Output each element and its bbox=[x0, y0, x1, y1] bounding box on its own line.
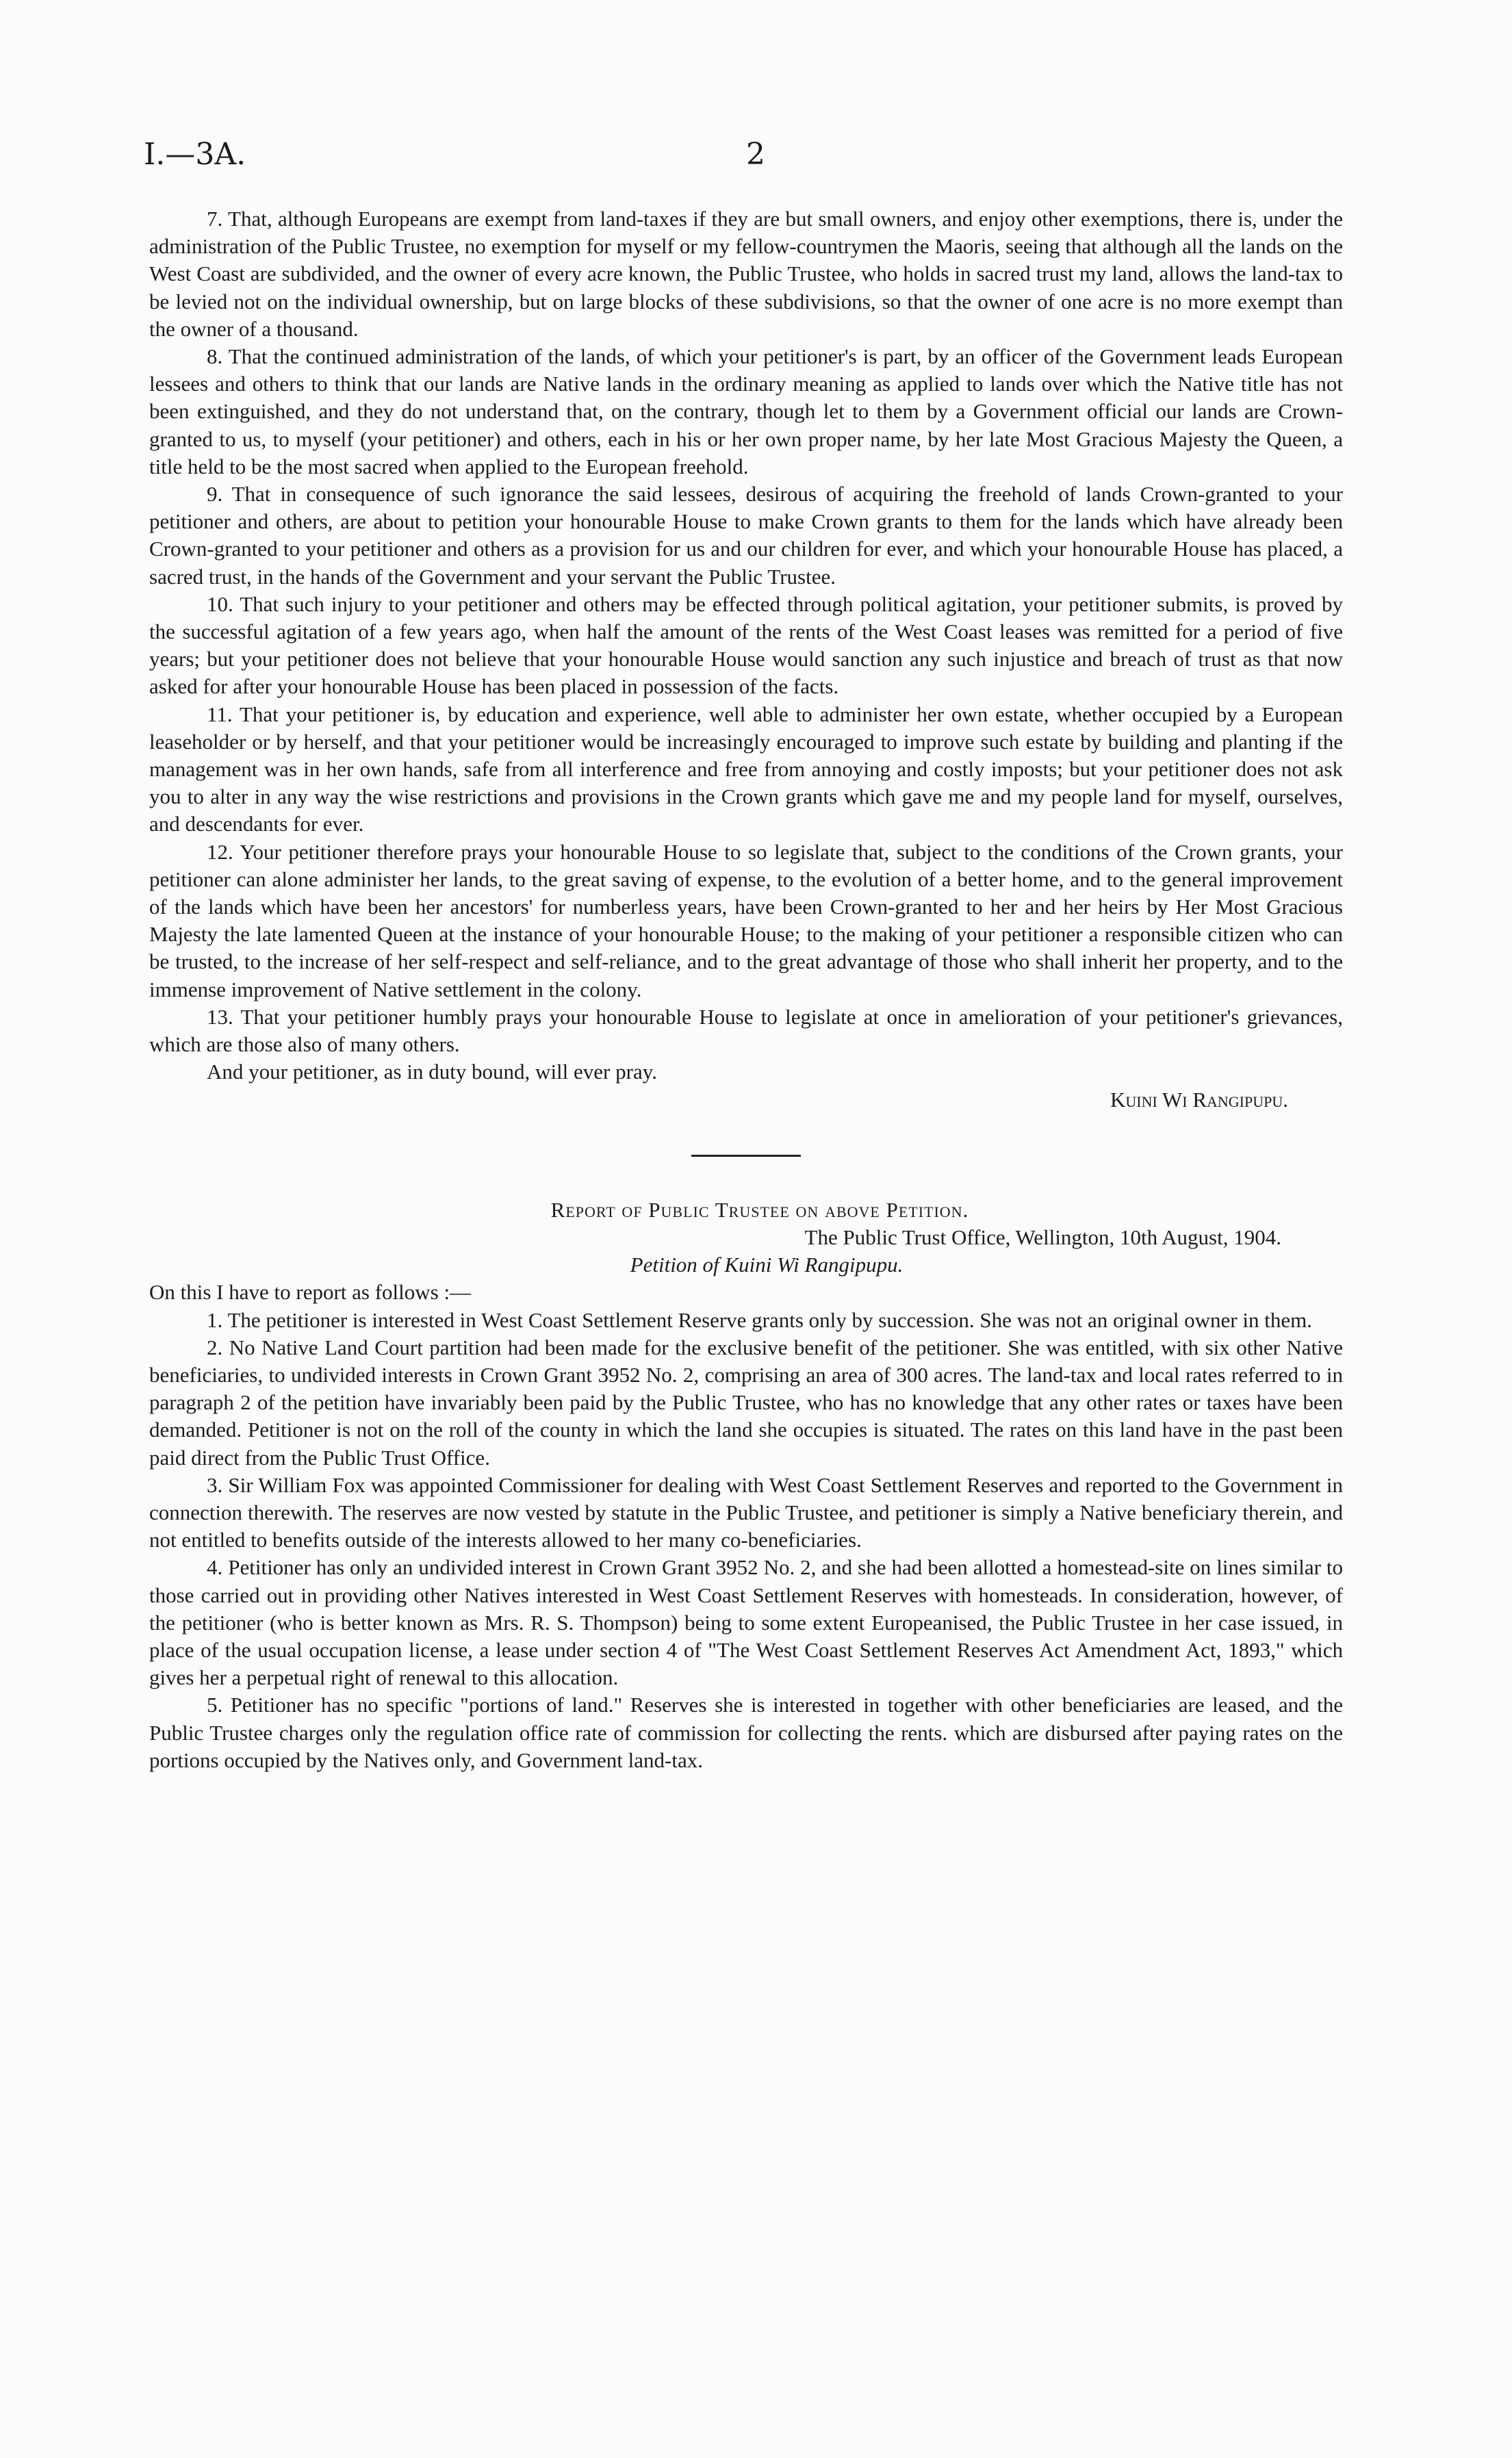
report-paragraph-2: 2. No Native Land Court partition had been made for the exclusive benefit of the petitioner. She was entitled, with six other Native beneficiaries, to undivided interests in Crown Grant 3952 No. 2, comprising an area of 300 acres. The land-tax and local rates referred to in paragraph 2 of the petition have invariably been paid by the Public Trustee, who has no knowledge that any other rates or taxes have been demanded. Petitioner is not on the roll of the county in which the land she occupies is situated. The rates on this land have in the past been paid direct from the Public Trust Office. bbox=[149, 1335, 1343, 1470]
petition-paragraph-9: 9. That in consequence of such ignorance the said lessees, desirous of acquiring the freehold of lands Crown-granted to your petitioner and others, are about to petition your honourable House to make Crown grants to them for the lands which have already been Crown-granted to your petitioner and others as a provision for us and our children for ever, and which your honourable House has placed, a sacred trust, in the hands of the Government and your servant the Public Trustee. bbox=[149, 482, 1343, 589]
petition-paragraph-7: 7. That, although Europeans are exempt from land-taxes if they are but small owners, and enjoy other exemptions, there is, under the administration of the Public Trustee, no exemption for myself or my fellow-countrymen the Maoris, seeing that although all the lands on the West Coast are subdivided, and the owner of every acre known, the Public Trustee, who holds in sacred trust my land, allows the land-tax to be levied not on the individual ownership, but on large blocks of these subdivisions, so that the owner of one acre is no more exempt than the owner of a thousand. bbox=[149, 207, 1343, 341]
report-paragraph-1: 1. The petitioner is interested in West Coast Settlement Reserve grants only by succession. She was not an original owner in them. bbox=[207, 1307, 1312, 1332]
report-paragraph-3: 3. Sir William Fox was appointed Commissioner for dealing with West Coast Settlement Reserves and reported to the Government in connection therewith. The reserves are now vested by statute in the Public Trustee, and petitioner is simply a Native beneficiary therein, and not entitled to benefits outside of the interests allowed to her many co-beneficiaries. bbox=[149, 1472, 1343, 1552]
report-office-dateline: The Public Trust Office, Wellington, 10th August, 1904. bbox=[804, 1225, 1281, 1249]
petition-section bbox=[149, 205, 1343, 1114]
section-divider bbox=[691, 1155, 801, 1157]
petitioner-signature: Kuini Wi Rangipupu. bbox=[1110, 1087, 1288, 1112]
petition-paragraph-10: 10. That such injury to your petitioner and others may be effected through political agitation, your petitioner submits, is proved by the successful agitation of a few years ago, when half the amount of the rents of the West Coast leases was remitted for a period of five years; but your petitioner does not believe that your honourable House would sanction any such injustice and breach of trust as that now asked for after your honourable House has been placed in possession of the facts. bbox=[149, 591, 1343, 699]
petition-paragraph-8: 8. That the continued administration of the lands, of which your petitioner's is part, by an officer of the Government leads European lessees and others to think that our lands are Native lands in the ordinary meaning as applied to lands over which the Native title has not been extinguished, and they do not understand that, on the contrary, though let to them by a Government official our lands are Crown-granted to us, to myself (your petitioner) and others, each in his or her own proper name, by her late Most Gracious Majesty the Queen, a title held to be the most sacred when applied to the European freehold. bbox=[149, 344, 1343, 478]
report-paragraph-4: 4. Petitioner has only an undivided interest in Crown Grant 3952 No. 2, and she had been allotted a homestead-site on lines similar to those carried out in providing other Natives interested in West Coast Settlement Reserves with homesteads. In consideration, however, of the petitioner (who is better known as Mrs. R. S. Thompson) being to some extent Europeanised, the Public Trustee in her case issued, in place of the usual occupation license, a lease under section 4 of "The West Coast Settlement Reserves Act Amendment Act, 1893," which gives her a perpetual right of renewal to this allocation. bbox=[149, 1555, 1343, 1690]
document-body bbox=[149, 205, 1343, 1774]
document-reference: I.—3A. bbox=[144, 137, 246, 172]
petition-closing: And your petitioner, as in duty bound, will ever pray. bbox=[207, 1060, 657, 1084]
page-header bbox=[144, 137, 1350, 178]
page-number: 2 bbox=[746, 137, 765, 172]
report-title: Report of Public Trustee on above Petition. bbox=[550, 1197, 969, 1222]
report-intro: On this I have to report as follows :— bbox=[149, 1280, 472, 1305]
petition-paragraph-13: 13. That your petitioner humbly prays your honourable House to legislate at once in amelioration of your petitioner's grievances, which are those also of many others. bbox=[149, 1004, 1343, 1057]
petition-paragraph-11: 11. That your petitioner is, by education and experience, well able to administer her own estate, whether occupied by a European leaseholder or by herself, and that your petitioner would be increasingly encouraged to improve such estate by building and planting if the management was in her own hands, safe from all interference and free from annoying and costly imposts; but your petitioner does not ask you to alter in any way the wise restrictions and provisions in the Crown grants which gave me and my people land for myself, ourselves, and descendants for ever. bbox=[149, 702, 1343, 836]
report-paragraph-5: 5. Petitioner has no specific "portions of land." Reserves she is interested in together with other beneficiaries are leased, and the Public Trustee charges only the regulation office rate of commission for collecting the rents. which are disbursed after paying rates on the portions occupied by the Natives only, and Government land-tax. bbox=[149, 1693, 1343, 1772]
report-section bbox=[149, 1196, 1343, 1774]
report-petition-title: Petition of Kuini Wi Rangipupu. bbox=[630, 1253, 904, 1277]
petition-paragraph-12: 12. Your petitioner therefore prays your honourable House to so legislate that, subject to the conditions of the Crown grants, your petitioner can alone administer her lands, to the great saving of expense, to the evolution of a better home, and to the general improvement of the lands which have been her ancestors' for numberless years, have been Crown-granted to her and her heirs by Her Most Gracious Majesty the late lamented Queen at the instance of your honourable House; to the making of your petitioner a responsible citizen who can be trusted, to the increase of her self-respect and self-reliance, and to the great advantage of those who shall inherit her property, and to the immense improvement of Native settlement in the colony. bbox=[149, 839, 1343, 1001]
